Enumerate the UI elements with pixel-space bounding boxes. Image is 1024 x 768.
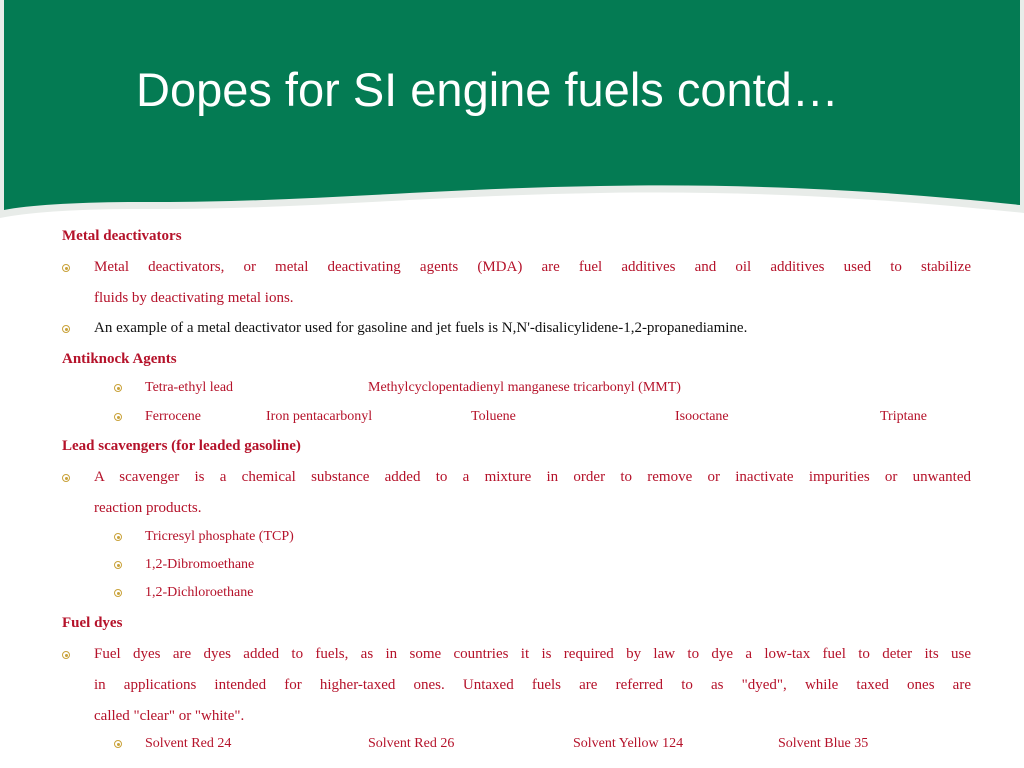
bullet-icon <box>114 413 122 421</box>
dye-item: Solvent Red 26 <box>368 736 455 751</box>
heading-antiknock-agents: Antiknock Agents <box>62 351 177 367</box>
heading-lead-scavengers: Lead scavengers (for leaded gasoline) <box>62 438 301 454</box>
antiknock-item: Triptane <box>880 409 927 424</box>
scavenger-item: Tricresyl phosphate (TCP) <box>145 529 294 544</box>
heading-fuel-dyes: Fuel dyes <box>62 615 123 631</box>
scavenger-bullet-line2: reaction products. <box>94 500 202 516</box>
bullet-icon <box>114 533 122 541</box>
metal-bullet2: An example of a metal deactivator used for gasoline and jet fuels is N,N'-disalicylidene-1,2-propanediamine. <box>94 320 748 336</box>
dye-item: Solvent Red 24 <box>145 736 232 751</box>
bullet-icon <box>114 561 122 569</box>
scavenger-item: 1,2-Dibromoethane <box>145 557 255 572</box>
antiknock-item: Methylcyclopentadienyl manganese tricarbonyl (MMT) <box>368 380 681 395</box>
metal-bullet1-line2: fluids by deactivating metal ions. <box>94 290 294 306</box>
bullet-icon <box>114 740 122 748</box>
antiknock-item: Tetra-ethyl lead <box>145 380 234 395</box>
heading-metal-deactivators: Metal deactivators <box>62 228 182 244</box>
dyes-bullet-line2: in applications intended for higher-taxed ones. Untaxed fuels are referred to as "dyed", while taxed ones are <box>94 677 971 693</box>
metal-bullet1-line1: Metal deactivators, or metal deactivating agents (MDA) are fuel additives and oil additives used to stabilize <box>94 259 971 275</box>
bullet-icon <box>62 474 70 482</box>
bullet-icon <box>62 651 70 659</box>
antiknock-item: Ferrocene <box>145 409 201 424</box>
dyes-bullet-line1: Fuel dyes are dyes added to fuels, as in some countries it is required by law to dye a low-tax fuel to deter its use <box>94 646 971 662</box>
antiknock-item: Isooctane <box>675 409 729 424</box>
dye-item: Solvent Yellow 124 <box>573 736 684 751</box>
bullet-icon <box>114 384 122 392</box>
slide-title: Dopes for SI engine fuels contd… <box>136 63 839 116</box>
scavenger-item: 1,2-Dichloroethane <box>145 585 254 600</box>
bullet-icon <box>62 325 70 333</box>
scavenger-bullet-line1: A scavenger is a chemical substance added to a mixture in order to remove or inactivate impurities or unwanted <box>94 469 971 485</box>
bullet-icon <box>62 264 70 272</box>
bullet-icon <box>114 589 122 597</box>
antiknock-item: Toluene <box>471 409 516 424</box>
dyes-bullet-line3: called "clear" or "white". <box>94 708 245 724</box>
antiknock-item: Iron pentacarbonyl <box>266 409 373 424</box>
dye-item: Solvent Blue 35 <box>778 736 869 751</box>
